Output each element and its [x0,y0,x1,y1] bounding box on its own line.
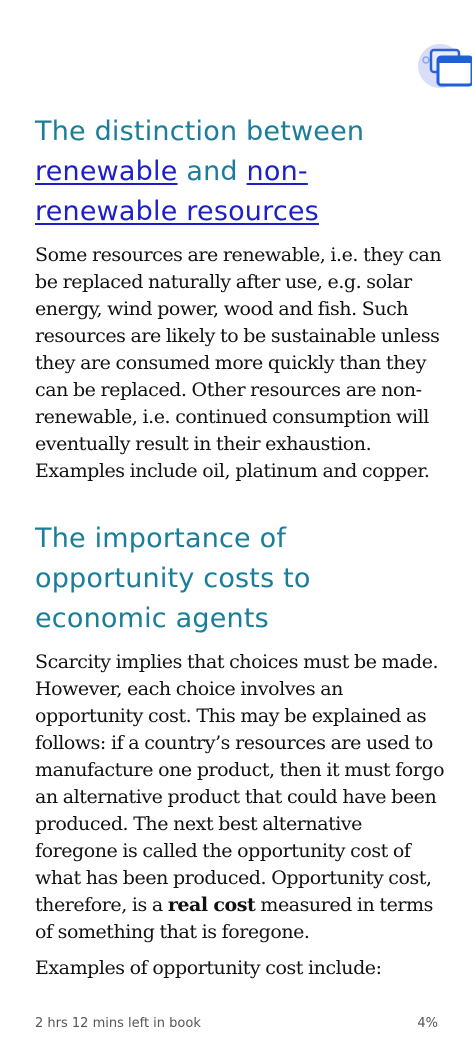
reading-progress-footer [35,1016,438,1031]
heading-text-and: and [186,156,238,187]
paragraph-examples: Examples of opportunity cost include: [35,957,382,979]
reader-content [35,112,445,982]
heading-renewable-resources [35,112,445,232]
paragraph-text: Scarcity implies that choices must be made. However, each choice involves an opportunity cost. This may be explained as follows: if a country’s resources are used to manufacture one product, then it must forgo an alternative product that could have been produced. The next best alternative foregone is called the opportunity cost of what has been produced. Opportunity cost, therefore, is a [35,651,445,916]
paragraph-text-end: measured in terms of something that is foregone. [35,894,433,943]
heading-text: The distinction between [35,116,365,147]
bold-term-real-cost: real cost [167,894,256,916]
heading-opportunity-costs: The importance of opportunity costs to economic agents [35,523,311,634]
time-left-label: 2 hrs 12 mins left in book [35,1016,201,1031]
paragraph-opportunity-cost [35,649,445,946]
non-renewable-resources-link[interactable]: non-renewable resources [35,156,319,227]
renewable-link[interactable]: renewable [35,156,178,187]
window-switcher-button[interactable] [416,44,472,88]
progress-percent: 4% [417,1016,438,1031]
window-switcher-icon [416,44,472,88]
paragraph-renewable: Some resources are renewable, i.e. they can be replaced naturally after use, e.g. solar energy, wind power, wood and fish. Such resources are likely to be sustainable unless they are consumed more quickly than they can be replaced. Other resources are non-renewable, i.e. continued consumption will eventually result in their exhaustion. Examples include oil, platinum and copper. [35,244,442,482]
